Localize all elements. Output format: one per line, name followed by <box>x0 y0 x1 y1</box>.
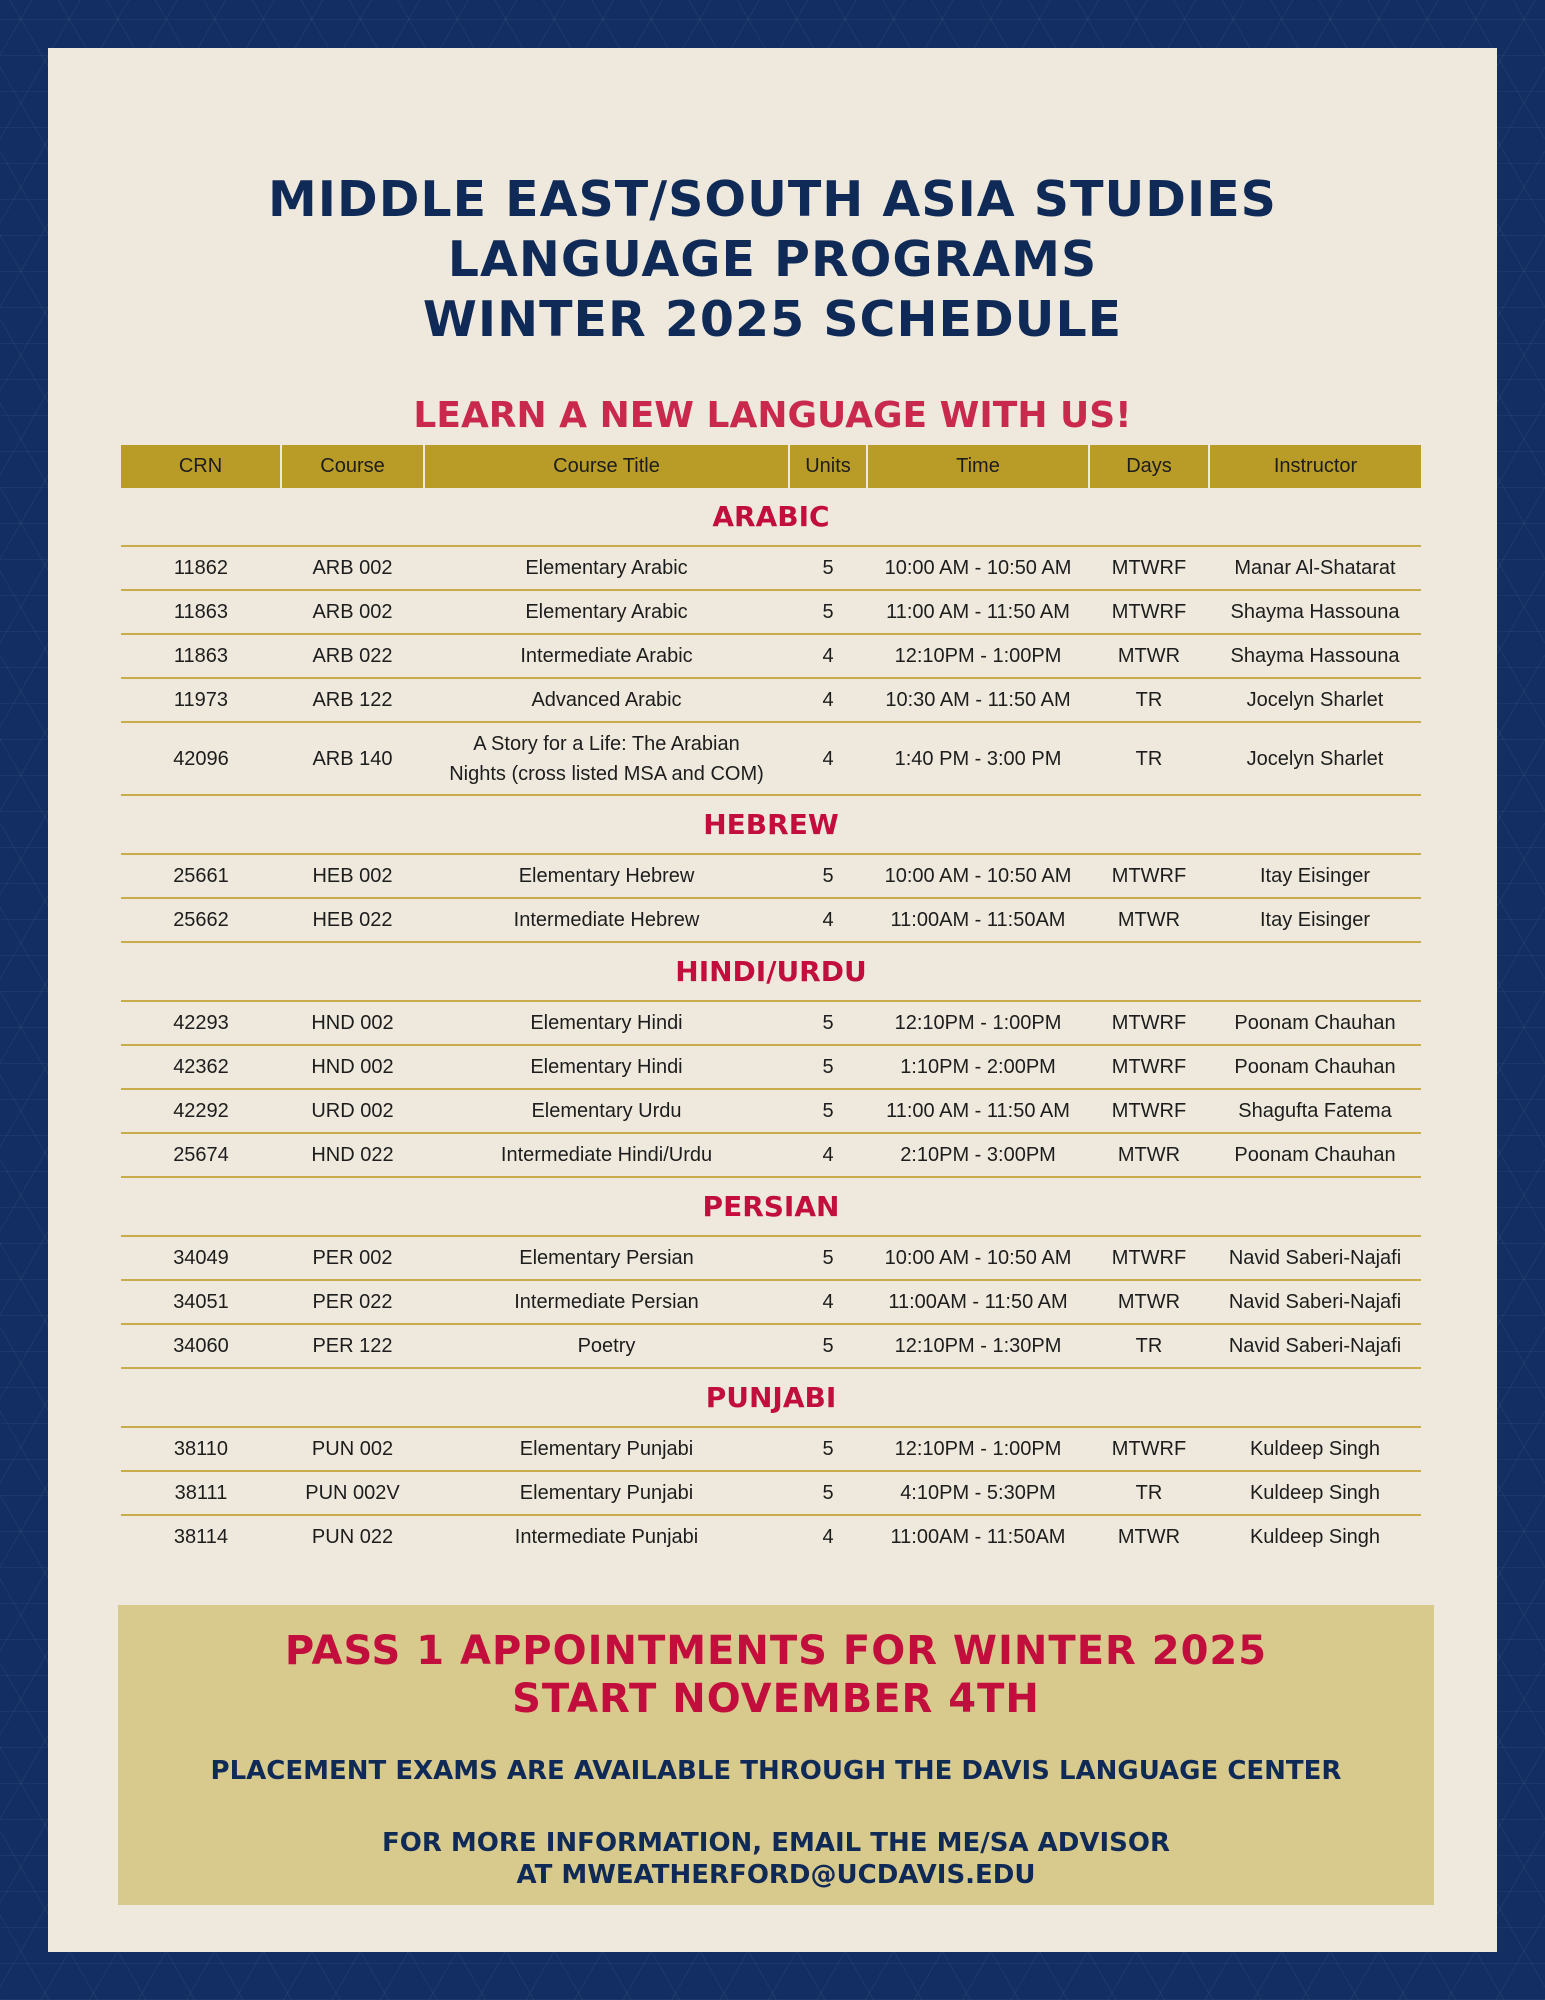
units-cell: 5 <box>789 1324 867 1368</box>
time-cell: 10:30 AM - 11:50 AM <box>867 678 1089 722</box>
table-row <box>121 1471 1421 1515</box>
title-cell: Intermediate Punjabi <box>514 1526 699 1548</box>
course-cell: PER 022 <box>281 1280 424 1324</box>
info-panel <box>118 1605 1434 1905</box>
units-cell: 4 <box>789 678 867 722</box>
header-row <box>121 445 1421 488</box>
title-cell: Elementary Arabic <box>424 590 789 634</box>
table-row <box>121 590 1421 634</box>
course-cell: PER 002 <box>281 1236 424 1280</box>
schedule-table <box>121 445 1421 1558</box>
time-cell: 1:10PM - 2:00PM <box>867 1045 1089 1089</box>
instructor-cell: Shayma Hassouna <box>1209 590 1421 634</box>
section-header-hebrew: HEBREW <box>121 795 1421 854</box>
time-cell: 11:00AM - 11:50AM <box>890 1526 1066 1548</box>
title-line-3: WINTER 2025 SCHEDULE <box>422 291 1123 348</box>
course-cell: ARB 022 <box>281 634 424 678</box>
table-row <box>121 1236 1421 1280</box>
course-cell: PUN 002 <box>281 1427 424 1471</box>
course-cell: HND 022 <box>281 1133 424 1177</box>
title-line-2: LANGUAGE PROGRAMS <box>447 231 1098 288</box>
days-cell: TR <box>1089 1471 1209 1515</box>
course-cell: HEB 002 <box>281 854 424 898</box>
days-cell: MTWRF <box>1089 590 1209 634</box>
title-cell <box>424 722 789 795</box>
instructor-cell: Poonam Chauhan <box>1209 1045 1421 1089</box>
crn-cell: 25674 <box>121 1133 281 1177</box>
instructor-cell: Poonam Chauhan <box>1209 1001 1421 1045</box>
section-header-arabic: ARABIC <box>121 488 1421 546</box>
table-row <box>121 1089 1421 1133</box>
tagline: LEARN A NEW LANGUAGE WITH US! <box>413 395 1132 436</box>
days-cell: MTWRF <box>1089 546 1209 590</box>
units-cell: 5 <box>789 854 867 898</box>
course-cell: HND 002 <box>281 1001 424 1045</box>
pass-line-2: START NOVEMBER 4TH <box>512 1676 1040 1722</box>
instructor-cell: Itay Eisinger <box>1209 898 1421 942</box>
days-cell: MTWR <box>1089 1280 1209 1324</box>
table-row <box>121 546 1421 590</box>
crn-cell: 25661 <box>121 854 281 898</box>
days-cell: MTWRF <box>1089 854 1209 898</box>
contact-info <box>118 1827 1434 1891</box>
days-cell: MTWRF <box>1089 1089 1209 1133</box>
units-cell: 5 <box>789 1045 867 1089</box>
pass-line-1: PASS 1 APPOINTMENTS FOR WINTER 2025 <box>284 1628 1268 1674</box>
column-header-units: Units <box>789 445 867 488</box>
title-cell: Elementary Punjabi <box>424 1427 789 1471</box>
units-cell: 4 <box>789 634 867 678</box>
column-header-instructor: Instructor <box>1209 445 1421 488</box>
column-header-course-title: Course Title <box>424 445 789 488</box>
title-cell: Elementary Urdu <box>424 1089 789 1133</box>
instructor-cell: Itay Eisinger <box>1209 854 1421 898</box>
course-cell: HEB 022 <box>281 898 424 942</box>
units-cell: 5 <box>789 1236 867 1280</box>
crn-cell: 34051 <box>121 1280 281 1324</box>
time-cell: 12:10PM - 1:00PM <box>867 1001 1089 1045</box>
table-row <box>121 634 1421 678</box>
course-cell: PUN 002V <box>281 1471 424 1515</box>
time-cell: 11:00AM - 11:50 AM <box>867 1280 1089 1324</box>
units-cell: 5 <box>789 546 867 590</box>
instructor-cell: Jocelyn Sharlet <box>1209 722 1421 795</box>
title-cell: Elementary Persian <box>424 1236 789 1280</box>
units-cell: 5 <box>789 1471 867 1515</box>
table-row <box>121 1515 1421 1558</box>
pass-announcement <box>118 1627 1434 1723</box>
table-row <box>121 1324 1421 1368</box>
placement-note: PLACEMENT EXAMS ARE AVAILABLE THROUGH THE DAVIS LANGUAGE CENTER <box>210 1756 1342 1786</box>
contact-line-2: AT MWEATHERFORD@UCDAVIS.EDU <box>516 1860 1036 1890</box>
time-cell: 10:00 AM - 10:50 AM <box>867 546 1089 590</box>
crn-cell: 42292 <box>121 1089 281 1133</box>
instructor-cell: Kuldeep Singh <box>1209 1471 1421 1515</box>
crn-cell: 34049 <box>121 1236 281 1280</box>
instructor-cell: Shayma Hassouna <box>1209 634 1421 678</box>
instructor-cell: Kuldeep Singh <box>1209 1427 1421 1471</box>
time-cell: 10:00 AM - 10:50 AM <box>867 1236 1089 1280</box>
section-header-persian: PERSIAN <box>121 1177 1421 1236</box>
units-cell: 5 <box>789 1089 867 1133</box>
title-cell: Intermediate Hindi/Urdu <box>424 1133 789 1177</box>
crn-cell: 11862 <box>121 546 281 590</box>
units-cell: 4 <box>789 722 867 795</box>
instructor-cell: Navid Saberi-Najafi <box>1209 1324 1421 1368</box>
course-cell: PUN 022 <box>311 1526 394 1548</box>
time-cell: 12:10PM - 1:30PM <box>867 1324 1089 1368</box>
section-header-hindi-urdu: HINDI/URDU <box>121 942 1421 1001</box>
crn-cell: 38110 <box>121 1427 281 1471</box>
table-row <box>121 722 1421 795</box>
title-cell: Poetry <box>424 1324 789 1368</box>
time-cell: 10:00 AM - 10:50 AM <box>867 854 1089 898</box>
days-cell: TR <box>1089 1324 1209 1368</box>
table-row <box>121 1280 1421 1324</box>
time-cell: 11:00AM - 11:50AM <box>867 898 1089 942</box>
instructor-cell: Shagufta Fatema <box>1209 1089 1421 1133</box>
title-cell-line-2: Nights (cross listed MSA and COM) <box>449 762 764 785</box>
title-line-1: MIDDLE EAST/SOUTH ASIA STUDIES <box>268 171 1277 228</box>
crn-cell: 11863 <box>121 590 281 634</box>
title-cell: Elementary Hebrew <box>424 854 789 898</box>
instructor-cell: Manar Al-Shatarat <box>1209 546 1421 590</box>
course-cell: ARB 002 <box>281 590 424 634</box>
units-cell: 5 <box>789 1427 867 1471</box>
title-cell: Elementary Arabic <box>424 546 789 590</box>
instructor-cell: Jocelyn Sharlet <box>1209 678 1421 722</box>
column-header-time: Time <box>867 445 1089 488</box>
time-cell: 11:00 AM - 11:50 AM <box>867 590 1089 634</box>
units-cell: 5 <box>789 590 867 634</box>
time-cell: 2:10PM - 3:00PM <box>867 1133 1089 1177</box>
course-cell: HND 002 <box>281 1045 424 1089</box>
course-cell: PER 122 <box>281 1324 424 1368</box>
crn-cell: 38111 <box>121 1471 281 1515</box>
table-row <box>121 1427 1421 1471</box>
units-cell: 4 <box>789 898 867 942</box>
time-cell: 4:10PM - 5:30PM <box>867 1471 1089 1515</box>
crn-cell: 38114 <box>173 1526 229 1548</box>
instructor-cell: Navid Saberi-Najafi <box>1209 1236 1421 1280</box>
course-cell: ARB 140 <box>281 722 424 795</box>
time-cell: 1:40 PM - 3:00 PM <box>867 722 1089 795</box>
title-cell-line-1: A Story for a Life: The Arabian <box>473 732 740 755</box>
days-cell: MTWR <box>1089 1133 1209 1177</box>
crn-cell: 11863 <box>121 634 281 678</box>
flyer-page <box>48 48 1497 1952</box>
time-cell: 12:10PM - 1:00PM <box>867 634 1089 678</box>
title-cell: Elementary Punjabi <box>424 1471 789 1515</box>
title-cell: Elementary Hindi <box>424 1045 789 1089</box>
units-cell: 5 <box>789 1001 867 1045</box>
crn-cell: 25662 <box>121 898 281 942</box>
title-cell: Intermediate Persian <box>424 1280 789 1324</box>
table-row <box>121 1133 1421 1177</box>
crn-cell: 34060 <box>121 1324 281 1368</box>
page-title <box>48 170 1497 350</box>
table-row <box>121 678 1421 722</box>
instructor-cell: Navid Saberi-Najafi <box>1209 1280 1421 1324</box>
units-cell: 4 <box>789 1280 867 1324</box>
days-cell: MTWR <box>1089 634 1209 678</box>
table-row <box>121 1001 1421 1045</box>
crn-cell: 11973 <box>121 678 281 722</box>
days-cell: MTWRF <box>1089 1427 1209 1471</box>
title-cell: Intermediate Hebrew <box>424 898 789 942</box>
title-cell: Elementary Hindi <box>424 1001 789 1045</box>
table-row <box>121 1045 1421 1089</box>
section-header-punjabi: PUNJABI <box>121 1368 1421 1427</box>
crn-cell: 42362 <box>121 1045 281 1089</box>
column-header-crn: CRN <box>121 445 281 488</box>
time-cell: 12:10PM - 1:00PM <box>867 1427 1089 1471</box>
days-cell: MTWR <box>1117 1526 1181 1548</box>
crn-cell: 42096 <box>121 722 281 795</box>
column-header-days: Days <box>1089 445 1209 488</box>
contact-line-1: FOR MORE INFORMATION, EMAIL THE ME/SA ADVISOR <box>382 1828 1170 1858</box>
units-cell: 4 <box>789 1133 867 1177</box>
days-cell: MTWRF <box>1089 1236 1209 1280</box>
course-cell: ARB 122 <box>281 678 424 722</box>
time-cell: 11:00 AM - 11:50 AM <box>867 1089 1089 1133</box>
instructor-cell: Kuldeep Singh <box>1249 1526 1381 1548</box>
table-row <box>121 898 1421 942</box>
course-cell: ARB 002 <box>281 546 424 590</box>
days-cell: MTWRF <box>1089 1001 1209 1045</box>
table-row <box>121 854 1421 898</box>
title-cell: Advanced Arabic <box>424 678 789 722</box>
days-cell: MTWRF <box>1089 1045 1209 1089</box>
course-cell: URD 002 <box>281 1089 424 1133</box>
column-header-course: Course <box>281 445 424 488</box>
title-cell: Intermediate Arabic <box>424 634 789 678</box>
days-cell: TR <box>1089 722 1209 795</box>
crn-cell: 42293 <box>121 1001 281 1045</box>
instructor-cell: Poonam Chauhan <box>1209 1133 1421 1177</box>
units-cell: 4 <box>822 1526 834 1548</box>
days-cell: MTWR <box>1089 898 1209 942</box>
days-cell: TR <box>1089 678 1209 722</box>
